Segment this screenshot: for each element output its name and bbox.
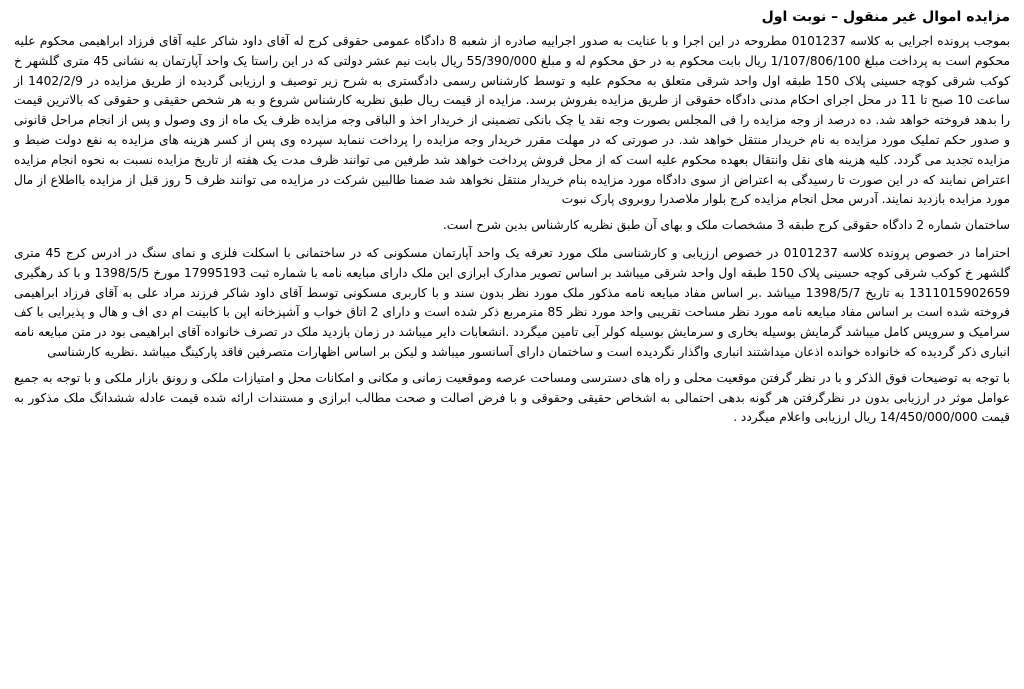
notice-paragraph-location: ساختمان شماره 2 دادگاه حقوقی کرج طبقه 3 مشخصات ملک و بهای آن طبق نظریه کارشناس بدین شرح است. [442,218,1010,233]
notice-paragraph-execution: بموجب پرونده اجرایی به کلاسه 0101237 مطروحه در این اجرا و با عنایت به صدور اجراییه صادره از شعبه 8 دادگاه عمومی حقوقی کرج له آقای داود شاکر علیه آقای فرزاد ابراهیمی محکوم علیه محکوم است به پرداخت مبلغ 1/107/806/100 ریال بابت محکوم به در حق محکوم له و مبلغ 55/390/000 ریال بابت نیم عشر دولتی که در این راستا یک واحد آپارتمان به نشانی 45 متری گلشهر خ کوکب شرقی کوچه حسینی پلاک 150 طبقه اول واحد شرقی متعلق به محکوم علیه و توسط کارشناس رسمی دادگستری به شرح زیر توصیف و ارزیابی گردیده از طریق مزایده در 1402/2/9 از ساعت 10 صبح تا 11 در محل اجرای احکام مدنی دادگاه حقوقی از طریق مزایده بفروش برسد. مزایده از قیمت ریال طبق نظریه کارشناس شروع و به هر شخص حقیقی و حقوقی که بالاترین قیمت را بدهد فروخته خواهد شد. ده درصد از وجه مزایده را فی المجلس بصورت وجه نقد یا چک بانکی تضمینی از خریدار اخذ و الباقی وجه مزایده ظرف یک ماه از وی وصول و پس از انجام مراحل قانونی و صدور حکم تملیک مورد مزایده به نام خریدار منتقل خواهد شد. در صورتی که در مهلت مقرر خریدار وجه مزایده را پرداخت ننماید سپرده وی پس از کسر هزینه های مزایده به نفع دولت ضبط و مزایده تجدید می گردد. کلیه هزینه های نقل وانتقال بعهده محکوم علیه است که از محل فروش پرداخت خواهد شد طرفین می توانند ظرف مدت یک هفته از تاریخ مزایده نسبت به نحوه انجام مزایده اعتراض نمایند که در این صورت تا رسیدگی به اعتراض از سوی دادگاه مورد مزایده بنام خریدار منتقل نخواهد شد ضمنا طالبین شرکت در مزایده می توانند ظرف 5 روز قبل از مزایده بااطلاع از مال مورد مزایده بازدید نمایند. آدرس محل انجام مزایده کرج بلوار ملاصدرا روبروی پارک نبوت [14,34,1011,207]
notice-paragraph-property-description: احتراما در خصوص پرونده کلاسه 0101237 در خصوص ارزیابی و کارشناسی ملک مورد تعرفه یک واحد آپارتمان مسکونی که در ساختمانی با اسکلت فلزی و نمای سنگ در ادرس کرج 45 متری گلشهر خ کوکب شرقی کوچه حسینی پلاک 150 طبقه اول واحد شرقی میباشد بر اساس تصویر مدارک ابرازی این ملک دارای مبایعه نامه با شماره ثبت 17995193 مورخ 1398/5/5 و با کد رهگیری 1311015902659 به تاریخ 1398/5/7 میباشد .بر اساس مفاد مبایعه نامه مذکور ملک مورد نظر بدون سند و با کاربری مسکونی توسط آقای داود شاکر فرزند مراد علی به آقای فرزاد ابراهیمی فروخته شده است بر اساس مفاد مبایعه نامه مورد نظر مساحت تقریبی واحد مورد نظر 85 مترمربع ذکر شده است و دارای 2 اتاق خواب و آشپزخانه اپن با کابینت ام دی اف و هال و پذیرایی با کف سرامیک و سرویس کامل میباشد گرمایش بوسیله بخاری و سرمایش بوسیله کولر آبی تامین میگردد .انشعابات دایر میباشد در زمان بازدید ملک در تصرف خانواده آقای ابراهیمی بود در متن مبایعه نامه انباری ذکر گردیده که خانواده خوانده اذعان میداشتند انباری واگذار نگردیده است و ساختمان دارای آسانسور میباشد و لیکن بر اساس اظهارات متصرفین فاقد پارکینگ میباشد .نظریه کارشناسی [14,245,1011,359]
notice-title: مزایده اموال غیر منقول – نوبت اول [761,9,1010,25]
notice-paragraph-valuation: با توجه به توضیحات فوق الذکر و با در نظر گرفتن موقعیت محلی و راه های دسترسی ومساحت عرصه وموقعیت زمانی و مکانی و امکانات محل و امتیازات ملکی و رونق بازار ملکی و با توجه به جمیع عوامل موثر در ارزیابی بدون در نظرگرفتن هر گونه بدهی احتمالی به اشخاص حقیقی وحقوقی و با فرض اصالت و صحت مطالب ابرازی و مستندات ارائه شده قیمت عادله ششدانگ ملک مذکور به قیمت 14/450/000/000 ریال ارزیابی واعلام میگردد . [13,370,1010,425]
